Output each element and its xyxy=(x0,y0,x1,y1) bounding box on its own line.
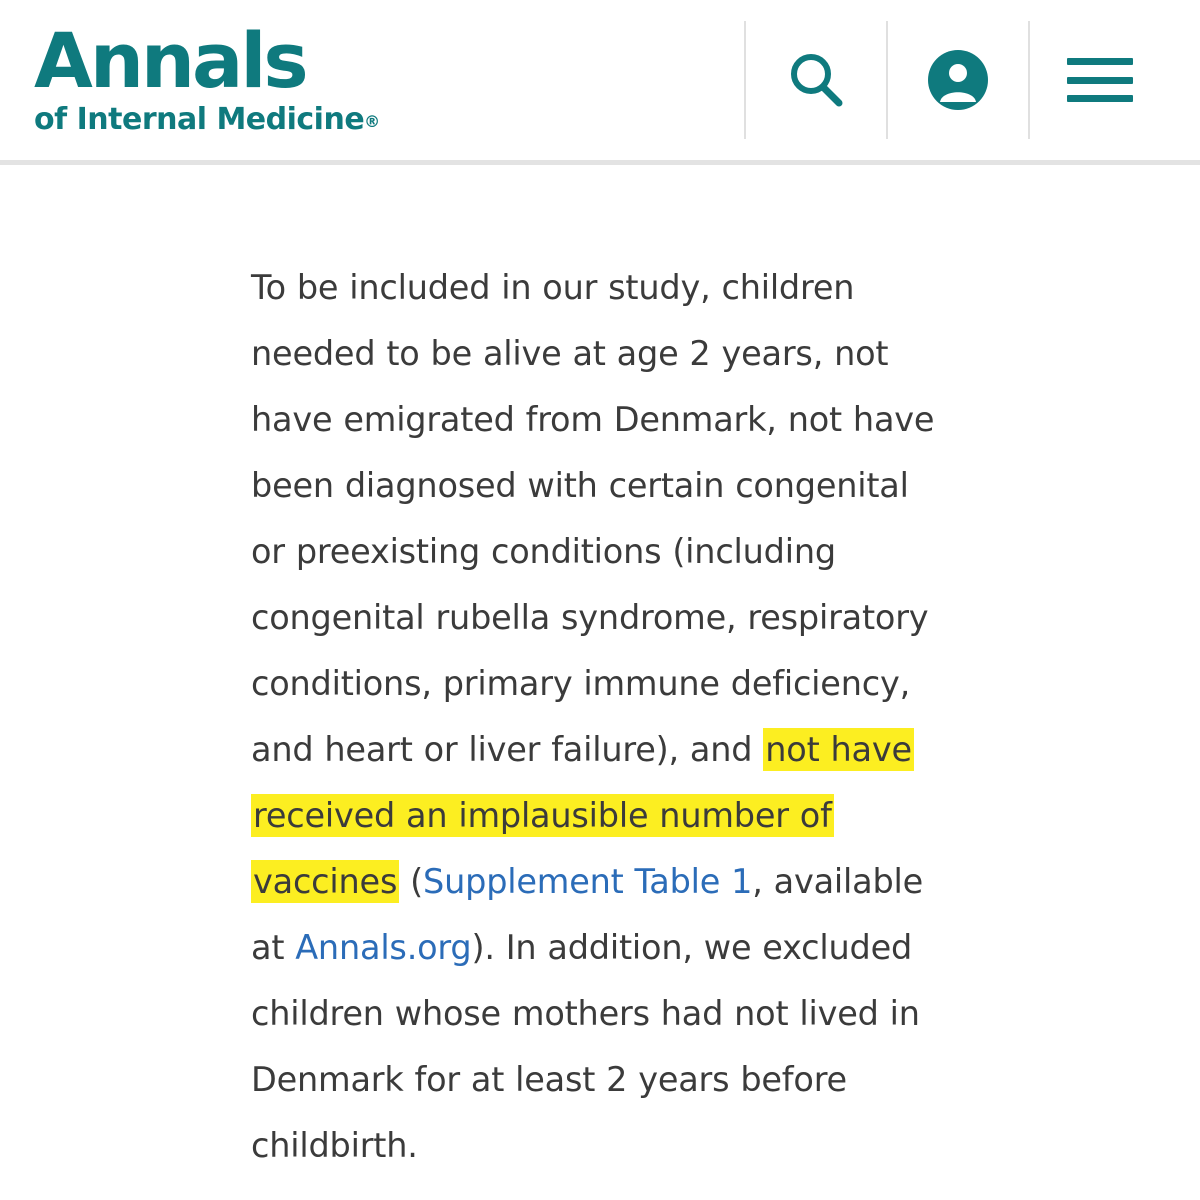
logo-subtitle-text: of Internal Medicine xyxy=(34,102,365,138)
menu-button[interactable] xyxy=(1028,21,1170,139)
search-icon xyxy=(785,49,847,111)
paragraph-segment-3: , available at xyxy=(251,861,924,967)
highlighted-text: not have received an implausible number of vaccines xyxy=(253,729,912,901)
paragraph-segment-4: ). In addition, we excluded children whose mothers had not lived in Denmark for at least 2 years before childbirth. xyxy=(251,927,920,1165)
hamburger-menu-icon xyxy=(1067,58,1133,102)
search-button[interactable] xyxy=(744,21,886,139)
header-actions xyxy=(744,21,1170,139)
account-button[interactable] xyxy=(886,21,1028,139)
paragraph-segment-2: ( xyxy=(399,861,424,901)
logo-subtitle xyxy=(34,102,380,138)
paragraph-segment-1: To be included in our study, children needed to be alive at age 2 years, not have emigrated from Denmark, not have been diagnosed with certain congenital or preexisting conditions (including congenital rubella syndrome, respiratory conditions, primary immune deficiency, and heart or liver failure), and xyxy=(251,267,935,769)
article-body xyxy=(0,165,1200,1179)
site-logo[interactable] xyxy=(34,15,380,138)
supplement-table-link[interactable]: Supplement Table 1 xyxy=(423,861,753,901)
user-account-icon xyxy=(926,48,990,112)
annals-org-link[interactable]: Annals.org xyxy=(295,927,472,967)
logo-title: Annals xyxy=(34,15,306,105)
article-column xyxy=(249,255,951,1179)
article-paragraph xyxy=(251,255,951,1179)
registered-mark: ® xyxy=(364,112,380,132)
site-header xyxy=(0,0,1200,160)
